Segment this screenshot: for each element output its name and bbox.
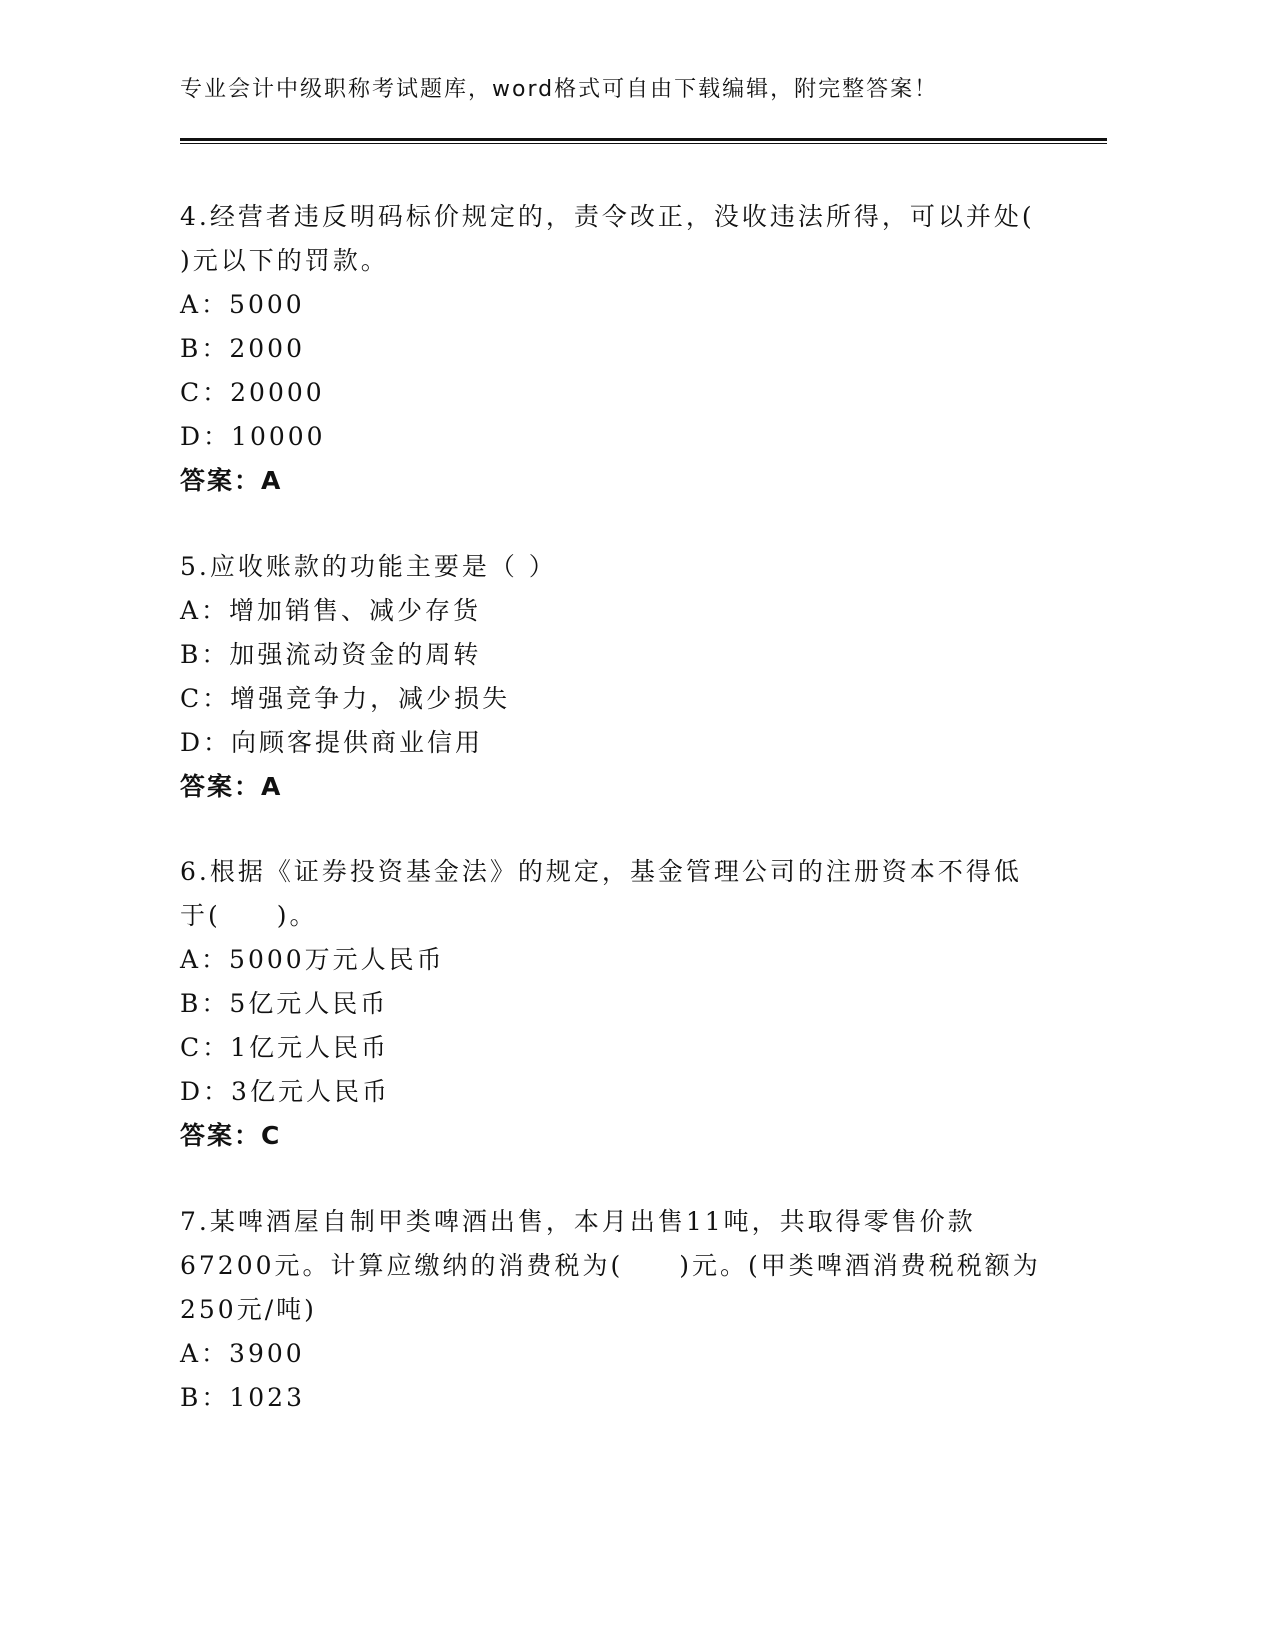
option-d: D：10000 xyxy=(180,422,326,451)
question-spacer xyxy=(180,503,1040,545)
option-d: D：向顾客提供商业信用 xyxy=(180,728,484,757)
option-a: A：3900 xyxy=(180,1339,305,1368)
question-stem: 250元/吨) xyxy=(180,1295,317,1324)
question-6 xyxy=(180,850,1040,1158)
option-b: B：5亿元人民币 xyxy=(180,989,389,1018)
answer-line: 答案：C xyxy=(180,1121,282,1150)
answer-line: 答案：A xyxy=(180,772,283,801)
question-stem: 4.经营者违反明码标价规定的，责令改正，没收违法所得，可以并处( xyxy=(180,202,1035,231)
question-stem: 于( )。 xyxy=(180,901,318,930)
page-header: 专业会计中级职称考试题库，word格式可自由下载编辑，附完整答案！ xyxy=(180,77,939,102)
header-divider xyxy=(180,138,1107,141)
answer-line: 答案：A xyxy=(180,466,283,495)
question-list xyxy=(180,195,1040,1420)
question-4 xyxy=(180,195,1040,503)
option-b: B：加强流动资金的周转 xyxy=(180,640,482,669)
question-stem: 7.某啤酒屋自制甲类啤酒出售，本月出售11吨，共取得零售价款 xyxy=(180,1207,976,1236)
question-spacer xyxy=(180,1158,1040,1200)
option-a: A：5000 xyxy=(180,290,305,319)
question-stem: )元以下的罚款。 xyxy=(180,246,389,275)
option-b: B：1023 xyxy=(180,1383,305,1412)
header-divider-thin xyxy=(180,143,1107,144)
option-a: A：5000万元人民币 xyxy=(180,945,445,974)
option-a: A：增加销售、减少存货 xyxy=(180,596,482,625)
option-d: D：3亿元人民币 xyxy=(180,1077,390,1106)
question-spacer xyxy=(180,809,1040,850)
option-b: B：2000 xyxy=(180,334,305,363)
question-7 xyxy=(180,1200,1040,1420)
option-c: C：增强竞争力，减少损失 xyxy=(180,684,511,713)
question-stem: 5.应收账款的功能主要是（ ） xyxy=(180,552,557,581)
option-c: C：20000 xyxy=(180,378,325,407)
question-5 xyxy=(180,545,1040,809)
question-stem: 6.根据《证券投资基金法》的规定，基金管理公司的注册资本不得低 xyxy=(180,857,1022,886)
option-c: C：1亿元人民币 xyxy=(180,1033,390,1062)
question-stem: 67200元。计算应缴纳的消费税为( )元。(甲类啤酒消费税税额为 xyxy=(180,1251,1041,1280)
